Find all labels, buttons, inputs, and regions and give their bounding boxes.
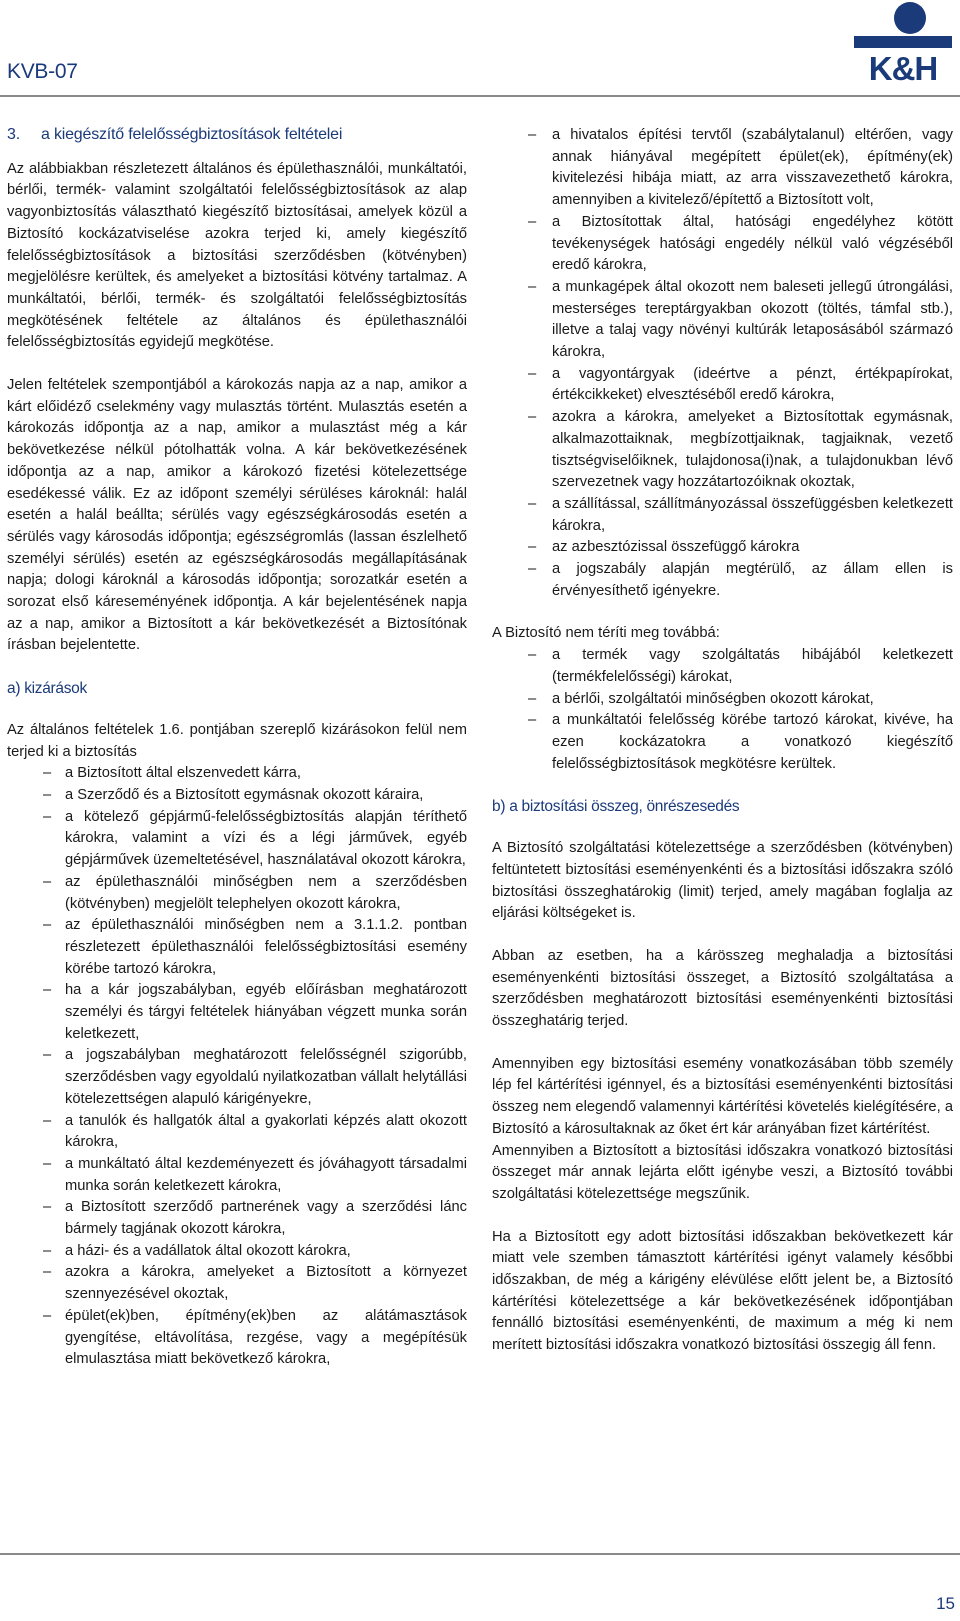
- list-item: – a Szerződő és a Biztosított egymásnak okozott káraira,: [7, 785, 467, 807]
- list-item: – épület(ek)ben, építmény(ek)ben az alátámasztások gyengítése, eltávolítása, rezgése, vagy a megépítésük elmulasztása miatt bekövetkező károkra,: [7, 1306, 467, 1371]
- damage-date-paragraph: Jelen feltételek szempontjából a károkozás napja az a nap, amikor a kárt előidéző cselekmény vagy mulasztás történt. Mulasztás esetén a károkozás időpontja az a nap, amikor a mulasztást még a kár bekövetkezése nélkül pótolhatták volna. A kár bekövetkezésének időpontja az a nap, amikor a károkozó fizetési kötelezettsége esedékessé válik. Ez az időpont személyi sérüléses károknál: halál esetén a halál beállta; sérülés vagy egészségkárosodás esetén a sérülés vagy károsodás időpontja; egészségromlás (lassan észlelhető személyi sérülés) esetén az egészségkárosodás megállapításának napja; dologi károknál a károsodás időpontja; sorozatkár esetén a sorozat első káreseményének időpontja. A kár bejelentésének napja az a nap, amikor a Biztosított a kár bekövetkezését a Biztosítónak írásban bejelentette.: [7, 377, 467, 654]
- section-title-text: a kiegészítő felelősségbiztosítások feltételei: [41, 126, 343, 143]
- exclusions-list-continued: [492, 125, 953, 602]
- list-item: – a munkáltató által kezdeményezett és jóváhagyott társadalmi munka során keletkezett károkra,: [7, 1154, 467, 1197]
- section-title: [7, 124, 467, 146]
- left-column: [7, 124, 467, 1371]
- list-item: – a termék vagy szolgáltatás hibájából keletkezett (termékfelelősségi) károkat,: [492, 645, 953, 688]
- list-item: – a jogszabály alapján megtérülő, az állam ellen is érvényesíthető igényekre.: [492, 559, 953, 602]
- subhead-exclusions: a) kizárások: [7, 680, 87, 698]
- kh-logo: [852, 0, 954, 86]
- exclusions-list: [7, 763, 467, 1371]
- header-rule: [0, 95, 960, 97]
- list-item: – a tanulók és hallgatók által a gyakorlati képzés alatt okozott károkra,: [7, 1111, 467, 1154]
- intro-paragraph: Az alábbiakban részletezett általános és épülethasználói, munkáltatói, bérlői, termék- valamint szolgáltatói felelősségbiztosítások az alap vagyonbiztosítás választható kiegészítő biztosításai, amelyek közül a Biztosító kockázatviselése azokra terjed ki, amely kiegészítő felelősségbiztosítások a biztosítási szerződésben (kötvényben) megjelölésre kerültek, és amelyeket a biztosítási kötvény tartalmaz. A munkáltatói, bérlői, termék- és szolgáltatói felelősségbiztosítás megkötésének feltétele az általános és épülethasználói felelősségbiztosítás egyidejű megkötése.: [7, 160, 467, 351]
- not-covered-list: [492, 645, 953, 775]
- list-item: – a vagyontárgyak (ideértve a pénzt, értékpapírokat, értékcikkeket) elvesztéséből eredő károkra,: [492, 364, 953, 407]
- sum-paragraph-5: Ha a Biztosított egy adott biztosítási időszakban bekövetkezett kár miatt vele szemben támasztott kártérítési igényt valamely későbbi időszakban, de még a kárigény elévülése előtt jelent be, a Biztosító kártérítési kötelezettsége a kár bekövetkezésének időpontjában fennálló biztosítási eseményenkénti, de maximum a még ki nem merített biztosítási időszakra vonatkozó biztosítási összegig áll fenn.: [492, 1228, 953, 1354]
- list-item: – a Biztosított által elszenvedett kárra,: [7, 763, 467, 785]
- list-item: – az épülethasználói minőségben nem a szerződésben (kötvényben) megjelölt telephelyen okozott károkra,: [7, 872, 467, 915]
- subhead-sum-insured: b) a biztosítási összeg, önrészesedés: [492, 798, 740, 816]
- list-item: – azokra a károkra, amelyeket a Biztosított a környezet szennyezésével okoztak,: [7, 1262, 467, 1305]
- sum-paragraph-4: Amennyiben a Biztosított a biztosítási időszakra vonatkozó biztosítási összeget már annak lejárta előtt igénybe veszi, a Biztosító további szolgáltatási kötelezettsége megszűnik.: [492, 1142, 953, 1202]
- right-column: [492, 125, 953, 1378]
- list-item: – a Biztosítottak által, hatósági engedélyhez kötött tevékenységek hatósági engedély nélkül való végzéséből eredő károkra,: [492, 212, 953, 277]
- document-code: KVB-07: [7, 60, 78, 83]
- list-item: – a házi- és a vadállatok által okozott károkra,: [7, 1241, 467, 1263]
- exclusions-intro: Az általános feltételek 1.6. pontjában szereplő kizárásokon felül nem terjed ki a biztosítás: [7, 721, 467, 760]
- list-item: – ha a kár jogszabályban, egyéb előírásban meghatározott személyi és tárgyi feltételek hiányában végzett munka során keletkezett,: [7, 980, 467, 1045]
- sum-paragraph-2: Abban az esetben, ha a kárösszeg meghaladja a biztosítási eseményenkénti biztosítási összeget, a Biztosító szolgáltatása a szerződésben meghatározott biztosítási eseményenkénti biztosítási összeghatárig terjed.: [492, 947, 953, 1030]
- section-number: 3.: [7, 126, 20, 143]
- list-item: – a bérlői, szolgáltatói minőségben okozott károkat,: [492, 689, 953, 711]
- page-number: 15: [936, 1594, 955, 1613]
- list-item: – az azbesztózissal összefüggő károkra: [492, 537, 953, 559]
- footer-rule: [0, 1553, 960, 1555]
- list-item: – a kötelező gépjármű-felelősségbiztosítás alapján téríthető károkra, valamint a vízi és a légi járművek, egyéb gépjárművek üzemeltetésével, használatával okozott károkra,: [7, 807, 467, 872]
- list-item: – a szállítással, szállítmányozással összefüggésben keletkezett károkra,: [492, 494, 953, 537]
- list-item: – a hivatalos építési tervtől (szabálytalanul) eltérően, vagy annak hiányával megépített épület(ek), építmény(ek) kivitelezési hibája miatt, az arra visszavezethető károkra, amennyiben a kivitelező/építettő a Biztosított volt,: [492, 125, 953, 212]
- list-item: – a munkáltatói felelősség körébe tartozó károkat, kivéve, ha ezen kockázatokra a vonatkozó kiegészítő felelősségbiztosítások megkötésre kerültek.: [492, 710, 953, 775]
- list-item: – a jogszabályban meghatározott felelősségnél szigorúbb, szerződésben vagy egyoldalú nyilatkozatban vállalt helytállási kötelezettségen alapuló kárigényekre,: [7, 1045, 467, 1110]
- list-item: – a Biztosított szerződő partnerének vagy a szerződési lánc bármely tagjának okozott károkra,: [7, 1197, 467, 1240]
- sum-paragraph-3: Amennyiben egy biztosítási esemény vonatkozásában több személy lép fel kártérítési igénnyel, és a biztosítási eseményenkénti biztosítási összeg nem elegendő valamennyi kártérítési követelés kielégítésére, a Biztosító a károsultaknak az őket ért kár arányában fizet kártérítést.: [492, 1055, 953, 1137]
- not-covered-intro: A Biztosító nem téríti meg továbbá:: [492, 625, 720, 642]
- list-item: – az épülethasználói minőségben nem a 3.1.1.2. pontban részletezett épülethasználói felelősségbiztosítási esemény körébe tartozó károkra,: [7, 915, 467, 980]
- sum-paragraph-1: A Biztosító szolgáltatási kötelezettsége a szerződésben (kötvényben) feltüntetett biztosítási eseményenkénti és a biztosítási időszakra szóló biztosítási összeghatárokig (limit) terjed, amely magában foglalja az eljárási költségeket is.: [492, 840, 953, 922]
- logo-text: K&H: [868, 50, 938, 86]
- list-item: – a munkagépek által okozott nem baleseti jellegű útrongálási, mesterséges tereptárgyakban okozott (töltés, támfal stb.), illetve a talaj vagy növényi kultúrák letaposásából származó károkra,: [492, 277, 953, 364]
- list-item: – azokra a károkra, amelyeket a Biztosítottak egymásnak, alkalmazottaiknak, megbízottjaiknak, tagjaiknak, vezető tisztségviselőiknek, tulajdonosa(i)nak, a tulajdonukban lévő szervezetnek vagy hozzátartozóiknak okoztak,: [492, 407, 953, 494]
